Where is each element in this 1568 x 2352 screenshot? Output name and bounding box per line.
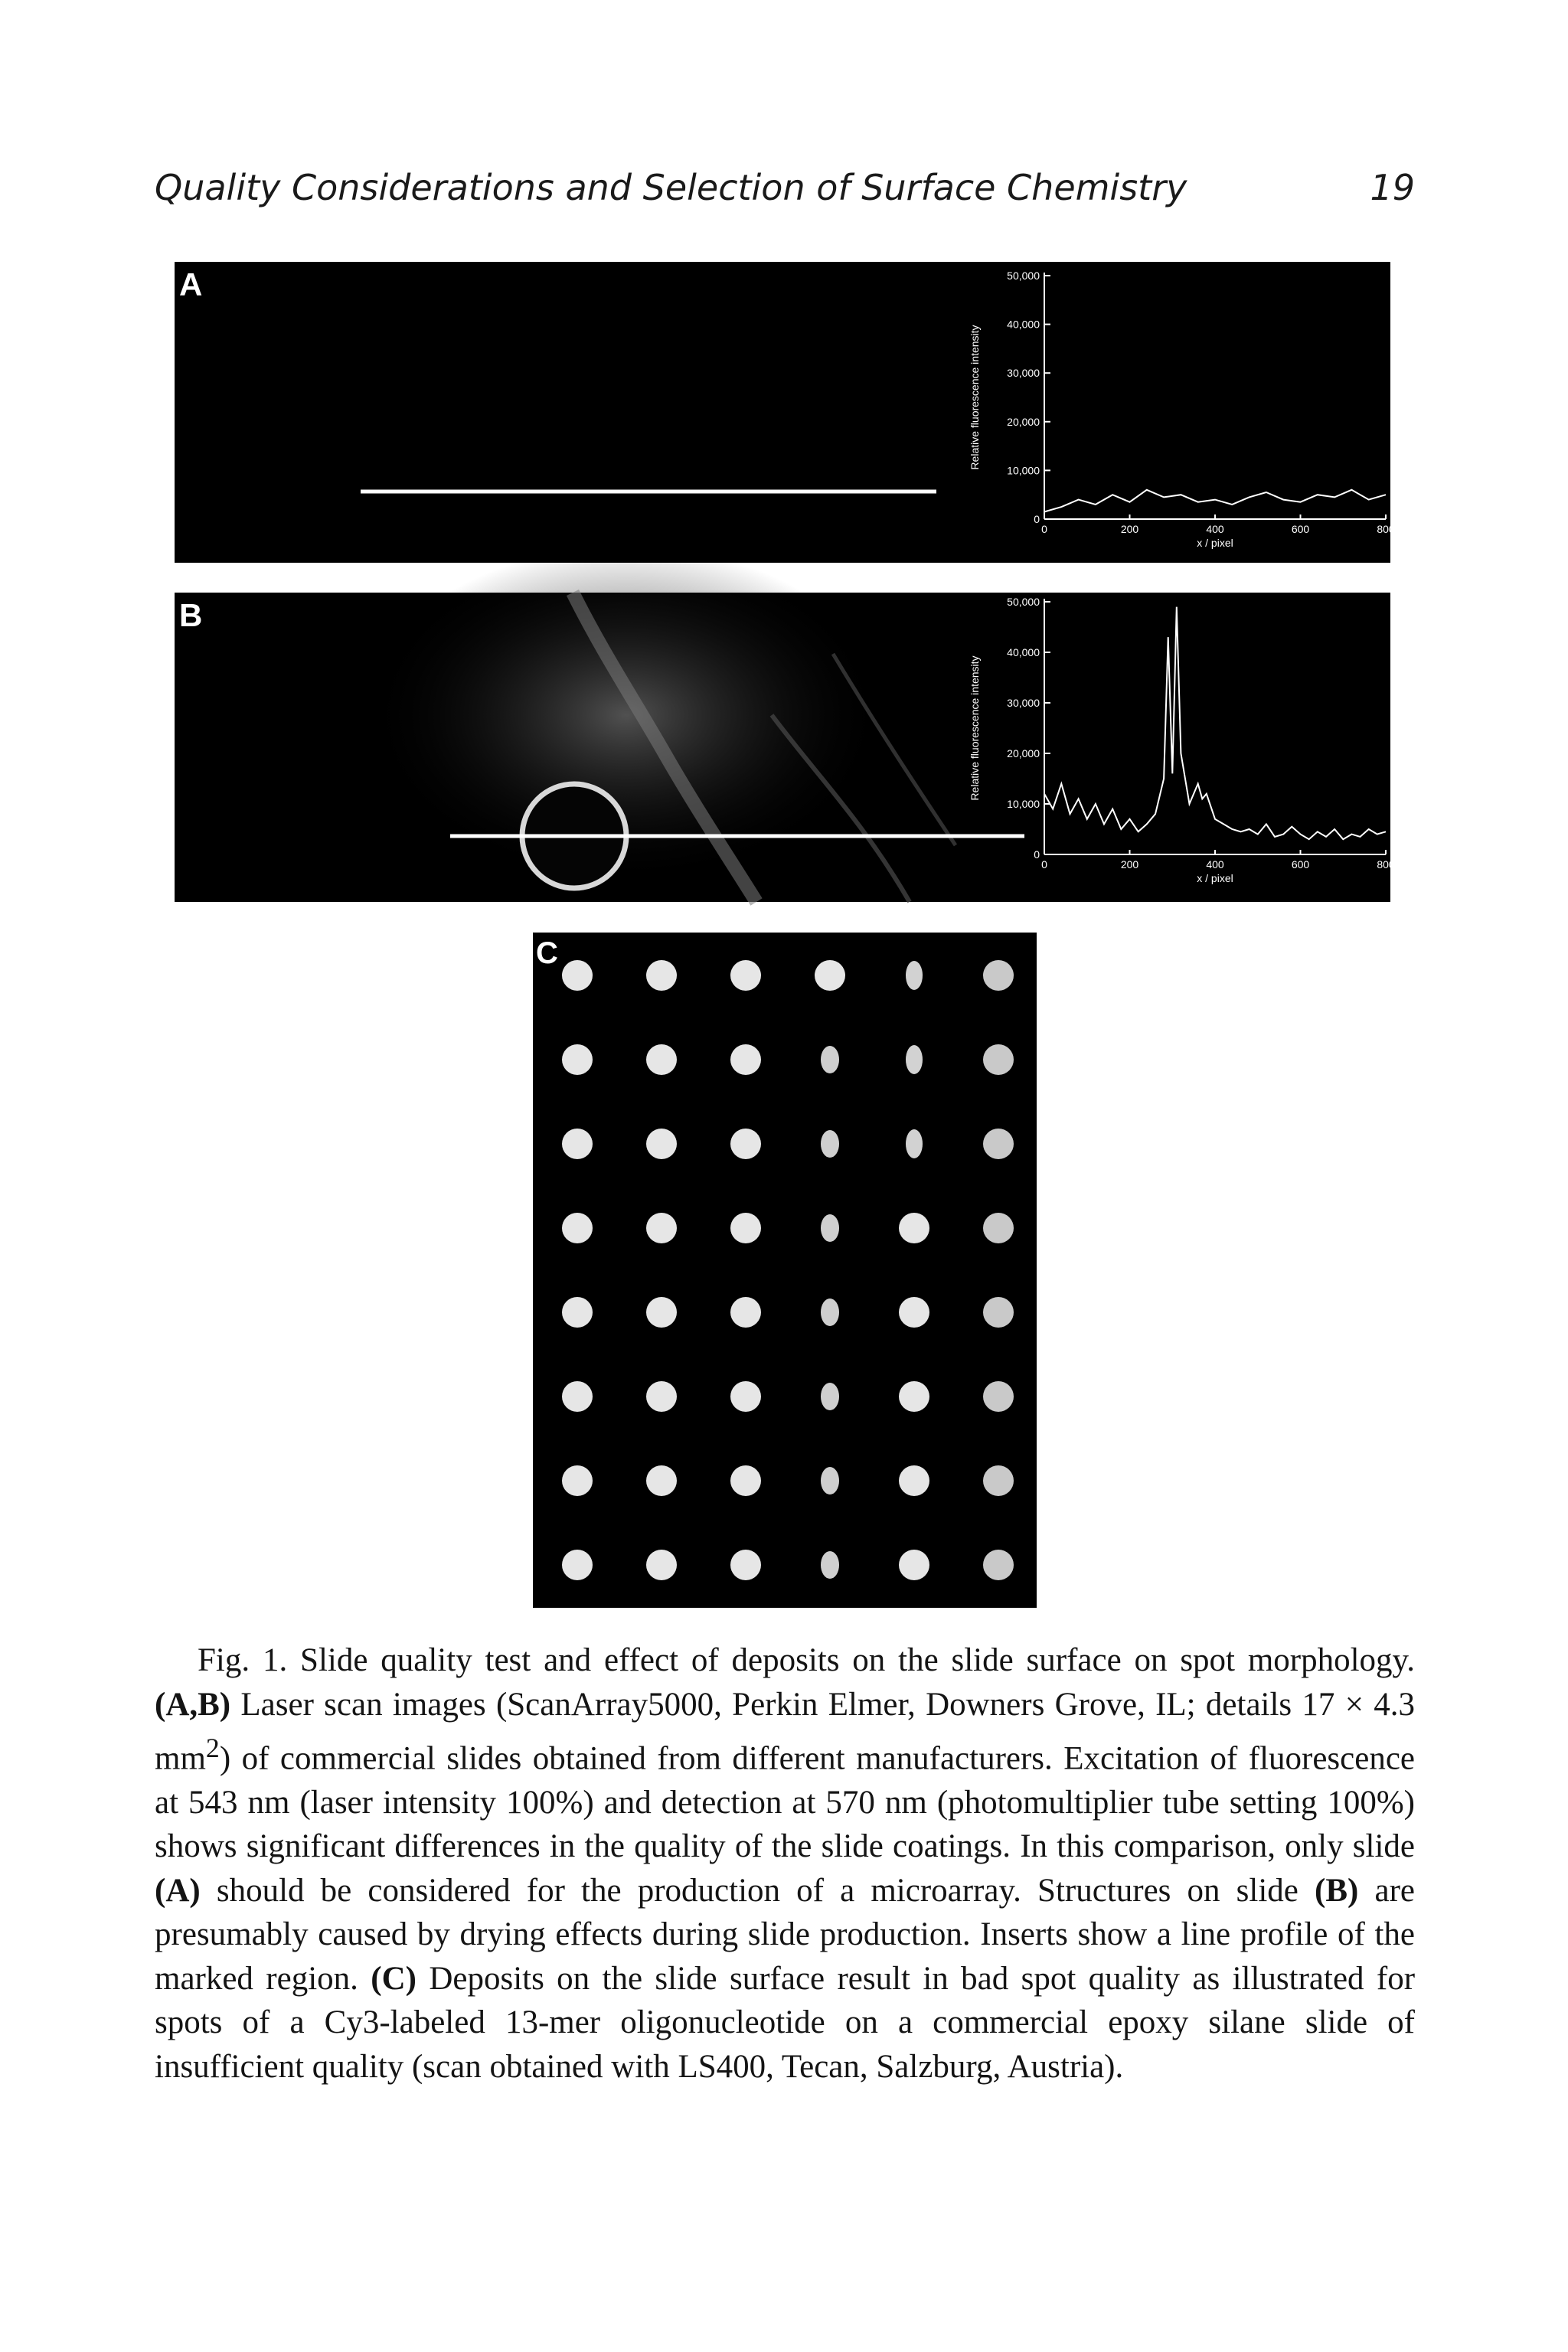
panel-b-line-profile bbox=[969, 596, 1395, 884]
caption-fig-label: Fig. 1. bbox=[198, 1642, 288, 1678]
x-tick-label: 800 bbox=[1377, 523, 1395, 535]
spot bbox=[730, 1213, 761, 1243]
y-tick-label: 10,000 bbox=[1007, 464, 1040, 477]
spot bbox=[821, 1298, 839, 1326]
spot bbox=[730, 1550, 761, 1580]
spot bbox=[983, 1044, 1014, 1075]
figure-panel-a bbox=[175, 262, 1395, 563]
spot bbox=[646, 960, 677, 991]
spot bbox=[562, 1129, 593, 1159]
spot bbox=[899, 1381, 929, 1412]
y-tick-label: 50,000 bbox=[1007, 270, 1040, 282]
spot bbox=[562, 960, 593, 991]
spot bbox=[906, 1045, 923, 1074]
panel-c-label: C bbox=[536, 936, 558, 970]
y-tick-label: 30,000 bbox=[1007, 367, 1040, 380]
caption-ref-ab: (A,B) bbox=[155, 1686, 231, 1723]
spot bbox=[821, 1383, 839, 1410]
spot bbox=[730, 960, 761, 991]
spot bbox=[730, 1297, 761, 1328]
spot bbox=[821, 1130, 839, 1158]
spot bbox=[646, 1129, 677, 1159]
spot bbox=[983, 1381, 1014, 1412]
y-tick-label: 0 bbox=[1034, 513, 1040, 525]
y-tick-label: 0 bbox=[1034, 848, 1040, 861]
running-title: Quality Considerations and Selection of Surface Chemistry bbox=[155, 167, 1187, 208]
spot bbox=[730, 1465, 761, 1496]
x-tick-label: 400 bbox=[1206, 523, 1224, 535]
spot bbox=[562, 1465, 593, 1496]
x-axis-label: x / pixel bbox=[1197, 537, 1233, 549]
y-tick-label: 30,000 bbox=[1007, 697, 1040, 709]
spot bbox=[815, 960, 845, 991]
caption-paragraph bbox=[155, 1638, 1415, 2089]
panel-a-label: A bbox=[179, 266, 203, 302]
y-tick-label: 40,000 bbox=[1007, 646, 1040, 658]
x-tick-label: 600 bbox=[1291, 858, 1310, 871]
caption-text-6: Deposits on the slide surface result in bad spot quality as illustrated for spots of a Cy3-labeled 13-mer oligonucleotide on a commercial epoxy silane slide of insufficient quality (scan obtained with LS400, Tecan, Salzburg, Austria). bbox=[155, 1960, 1416, 2085]
x-tick-label: 0 bbox=[1041, 523, 1047, 535]
spot bbox=[983, 1129, 1014, 1159]
caption-text-1: Slide quality test and effect of deposits on the slide surface on spot morphology. bbox=[300, 1642, 1415, 1678]
spot bbox=[562, 1044, 593, 1075]
x-tick-label: 200 bbox=[1120, 523, 1139, 535]
spot bbox=[821, 1467, 839, 1494]
panel-a-line-profile bbox=[969, 270, 1395, 549]
spot bbox=[646, 1044, 677, 1075]
caption-ref-a: (A) bbox=[155, 1872, 201, 1909]
spot bbox=[730, 1044, 761, 1075]
spot bbox=[983, 1550, 1014, 1580]
profile-line bbox=[1044, 607, 1386, 840]
spot bbox=[899, 1550, 929, 1580]
x-tick-label: 0 bbox=[1041, 858, 1047, 871]
spot bbox=[821, 1214, 839, 1242]
caption-text-4: should be considered for the production of a microarray. Structures on slide bbox=[216, 1872, 1298, 1909]
spot bbox=[730, 1381, 761, 1412]
y-axis-label: Relative fluorescence intensity bbox=[969, 325, 981, 470]
figure-panel-b bbox=[175, 593, 1395, 902]
spot bbox=[906, 1129, 923, 1158]
caption-ref-c: (C) bbox=[371, 1960, 416, 1997]
running-head bbox=[0, 167, 1568, 220]
spot bbox=[562, 1297, 593, 1328]
figure-panel-c bbox=[533, 933, 1037, 1608]
spot bbox=[899, 1297, 929, 1328]
spot bbox=[899, 1213, 929, 1243]
spot-grid bbox=[562, 960, 1014, 1580]
spot bbox=[983, 960, 1014, 991]
panel-b-label: B bbox=[179, 597, 203, 633]
spot bbox=[562, 1213, 593, 1243]
x-tick-label: 400 bbox=[1206, 858, 1224, 871]
spot bbox=[562, 1550, 593, 1580]
caption-text-5: are presumably caused by drying effects during slide production. Inserts show a line profile of the marked region. bbox=[155, 1872, 1416, 1997]
caption-text-2: Laser scan images (ScanArray5000, Perkin Elmer, Downers Grove, IL; details 17 × 4.3 mm bbox=[155, 1686, 1415, 1777]
spot bbox=[906, 961, 923, 990]
spot bbox=[983, 1213, 1014, 1243]
figure-caption bbox=[155, 1638, 1415, 2089]
caption-text-3: ) of commercial slides obtained from different manufacturers. Excitation of fluorescence at 543 nm (laser intensity 100%) and detection at 570 nm (photomultiplier tube setting 100%) shows significant differences in the quality of the slide coatings. In this comparison, only slide bbox=[155, 1740, 1415, 1865]
page-number: 19 bbox=[1370, 167, 1415, 208]
x-tick-label: 200 bbox=[1120, 858, 1139, 871]
spot bbox=[646, 1297, 677, 1328]
caption-superscript: 2 bbox=[205, 1733, 220, 1763]
caption-ref-b: (B) bbox=[1315, 1872, 1359, 1909]
panel-a-graphic bbox=[175, 262, 1395, 563]
y-tick-label: 20,000 bbox=[1007, 415, 1040, 428]
y-axis-label: Relative fluorescence intensity bbox=[969, 655, 981, 801]
spot bbox=[983, 1465, 1014, 1496]
x-tick-label: 800 bbox=[1377, 858, 1395, 871]
spot bbox=[646, 1213, 677, 1243]
spot bbox=[646, 1381, 677, 1412]
y-tick-label: 20,000 bbox=[1007, 747, 1040, 760]
y-tick-label: 50,000 bbox=[1007, 596, 1040, 608]
x-tick-label: 600 bbox=[1291, 523, 1310, 535]
panel-c-graphic bbox=[533, 933, 1037, 1608]
spot bbox=[646, 1550, 677, 1580]
profile-line bbox=[1044, 490, 1386, 512]
spot bbox=[821, 1046, 839, 1073]
spot bbox=[899, 1465, 929, 1496]
panel-b-graphic bbox=[175, 593, 1395, 902]
y-tick-label: 40,000 bbox=[1007, 318, 1040, 331]
spot bbox=[646, 1465, 677, 1496]
spot bbox=[821, 1551, 839, 1579]
spot bbox=[562, 1381, 593, 1412]
spot bbox=[983, 1297, 1014, 1328]
spot bbox=[730, 1129, 761, 1159]
x-axis-label: x / pixel bbox=[1197, 872, 1233, 884]
y-tick-label: 10,000 bbox=[1007, 798, 1040, 810]
